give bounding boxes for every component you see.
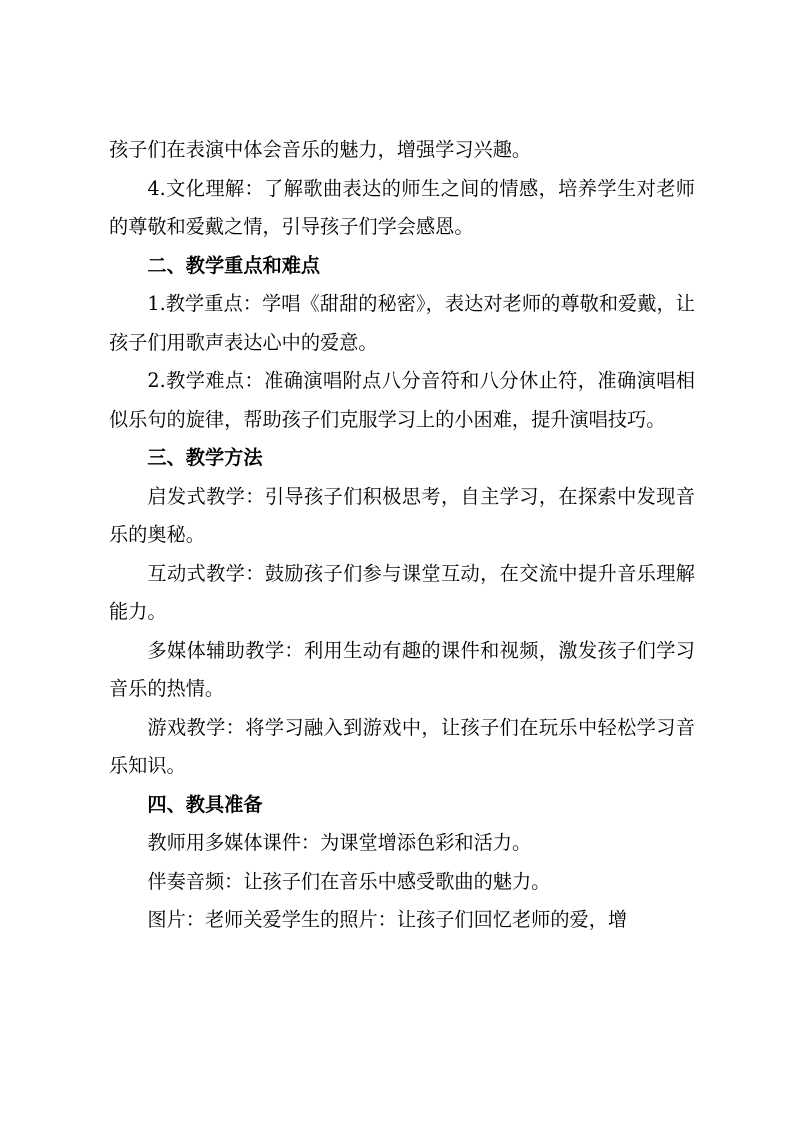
paragraph-pictures: 图片：老师关爱学生的照片：让孩子们回忆老师的爱，增 [147, 908, 628, 931]
section-heading-materials: 四、教具准备 [147, 792, 263, 816]
paragraph-teaching-difficulty: 2.教学难点：准确演唱附点八分音符和八分休止符，准确演唱相似乐句的旋律，帮助孩子们克服学习上的小困难，提升演唱技巧。 [109, 369, 695, 431]
paragraph-cultural-understanding: 4.文化理解：了解歌曲表达的师生之间的情感，培养学生对老师的尊敬和爱戴之情，引导孩子们学会感恩。 [109, 176, 695, 238]
section-heading-methods: 三、教学方法 [147, 446, 263, 469]
paragraph-teaching-focus: 1.教学重点：学唱《甜甜的秘密》，表达对老师的尊敬和爱戴，让孩子们用歌声表达心中的爱意。 [109, 292, 695, 354]
paragraph-accompaniment-audio: 伴奏音频：让孩子们在音乐中感受歌曲的魅力。 [147, 869, 551, 893]
paragraph-multimedia-teaching: 多媒体辅助教学：利用生动有趣的课件和视频，激发孩子们学习音乐的热情。 [109, 638, 695, 700]
paragraph-interactive-teaching: 互动式教学：鼓励孩子们参与课堂互动，在交流中提升音乐理解能力。 [109, 561, 695, 623]
paragraph-game-teaching: 游戏教学：将学习融入到游戏中，让孩子们在玩乐中轻松学习音乐知识。 [109, 715, 695, 777]
paragraph-heuristic-teaching: 启发式教学：引导孩子们积极思考，自主学习，在探索中发现音乐的奥秘。 [109, 484, 695, 546]
section-heading-key-points: 二、教学重点和难点 [147, 253, 321, 277]
document-body [109, 131, 695, 940]
paragraph-courseware: 教师用多媒体课件：为课堂增添色彩和活力。 [147, 831, 532, 854]
paragraph-continuation: 孩子们在表演中体会音乐的魅力，增强学习兴趣。 [109, 138, 532, 161]
